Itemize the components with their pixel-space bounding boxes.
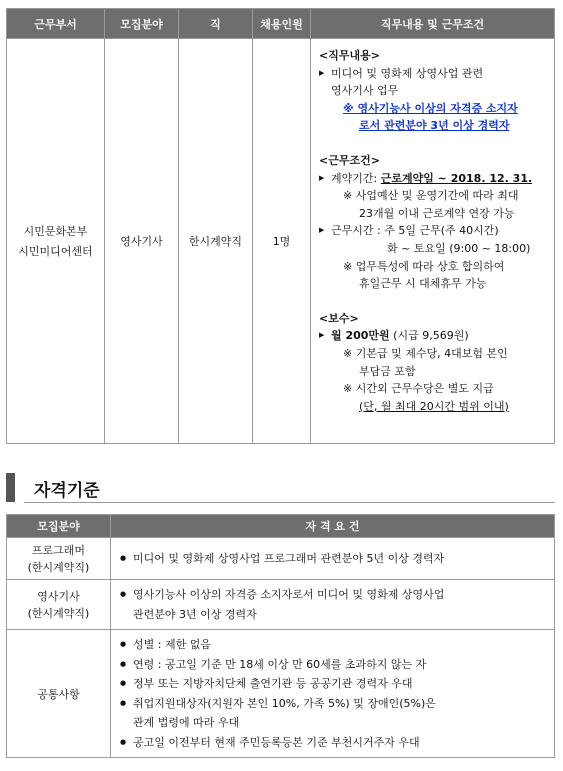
pay-note4: (단, 월 최대 20시간 범위 이내) [359,399,509,413]
cond-contract-value: 근로계약일 ~ 2018. 12. 31. [380,171,533,185]
q-req-programmer-line1: ● 미디어 및 영화제 상영사업 프로그래머 관련분야 5년 이상 경력자 [117,549,548,569]
q-common-item: ● 취업지원대상자(지원자 본인 10%, 가족 5%) 및 장애인(5%)은 [117,694,548,714]
q-header-field: 모집분야 [7,515,111,538]
dept-line2: 시민미디어센터 [18,245,93,258]
q-field-programmer-name: 프로그래머 [31,543,86,557]
pay-title: <보수> [319,311,359,325]
dept-cell [7,39,105,444]
job-table [6,8,555,444]
q-field-common: 공통사항 [7,630,111,758]
q-req-programmer [111,538,555,580]
q-req-common [111,630,555,758]
section-marker [6,473,15,502]
pay-rest: (시급 9,569원) [389,329,469,343]
q-field-projectionist-type: (한시계약직) [27,606,90,620]
cond-title: <근무조건> [319,153,380,167]
header-count: 채용인원 [253,9,311,39]
q-req-projectionist-line2: 관련분야 3년 이상 경력자 [133,607,257,621]
header-field: 모집분야 [105,9,179,39]
pay-line [319,327,548,345]
q-field-programmer-type: (한시계약직) [27,560,90,574]
details-cell [311,39,555,444]
cond-note4: 휴일근무 시 대체휴무 가능 [359,277,487,291]
q-common-item: ● 성별 : 제한 없음 [117,635,548,655]
duty-note2: 로서 관련분야 3년 이상 경력자 [359,119,510,133]
cond-note3: ※ 업무특성에 따라 상호 합의하여 [343,259,505,273]
cond-contract-label: 계약기간: [331,171,381,185]
pay-note3: ※ 시간외 근무수당은 별도 지급 [343,382,494,396]
section-title: 자격기준 [34,481,100,501]
q-req-projectionist-line1: ● 영사기능사 이상의 자격증 소지자로서 미디어 및 영화제 상영사업 [117,585,548,605]
q-field-programmer [7,538,111,580]
field-cell: 영사기사 [105,39,179,444]
duty-line1: ▶ 미디어 및 영화제 상영사업 관련 [319,65,548,83]
q-field-projectionist-name: 영사기사 [37,589,80,603]
header-details: 직무내용 및 근무조건 [311,9,555,39]
dept-line1: 시민문화본부 [23,225,88,238]
cond-hours2: 화 ~ 토요일 (9:00 ~ 18:00) [387,241,531,255]
cond-note1: ※ 사업예산 및 운영기간에 따라 최대 [343,189,519,203]
q-common-item: ● 공고일 이전부터 현재 주민등록등본 기준 부천시거주자 우대 [117,733,548,753]
q-header-requirements: 자 격 요 건 [111,515,555,538]
duty-title: <직무내용> [319,49,380,62]
position-cell: 한시계약직 [179,39,253,444]
cond-hours1: ▶ 근무시간 : 주 5일 근무(주 40시간) [319,222,548,240]
qualification-table [6,514,555,758]
pay-bold: 월 200만원 [331,329,390,343]
q-common-item: ● 연령 : 공고일 기준 만 18세 이상 만 60세를 초과하지 않는 자 [117,655,548,675]
section-header [6,473,555,503]
header-dept: 근무부서 [7,9,105,39]
count-cell: 1명 [253,39,311,444]
cond-contract [319,170,548,188]
cond-note2: 23개월 이내 근로계약 연장 가능 [359,206,515,220]
header-position: 직 [179,9,253,39]
q-common-item-continued: 관계 법령에 따라 우대 [133,716,240,729]
section-underline [24,502,555,503]
duty-line2: 영사기사 업무 [331,84,399,98]
pay-note2: 부담금 포함 [359,364,416,378]
pay-note1: ※ 기본급 및 제수당, 4대보험 본인 [343,346,508,360]
duty-note1: ※ 영사기능사 이상의 자격증 소지자 [343,101,518,115]
q-field-projectionist [7,580,111,630]
q-common-item: ● 정부 또는 지방자치단체 출연기관 등 공공기관 경력자 우대 [117,674,548,694]
q-req-projectionist [111,580,555,630]
